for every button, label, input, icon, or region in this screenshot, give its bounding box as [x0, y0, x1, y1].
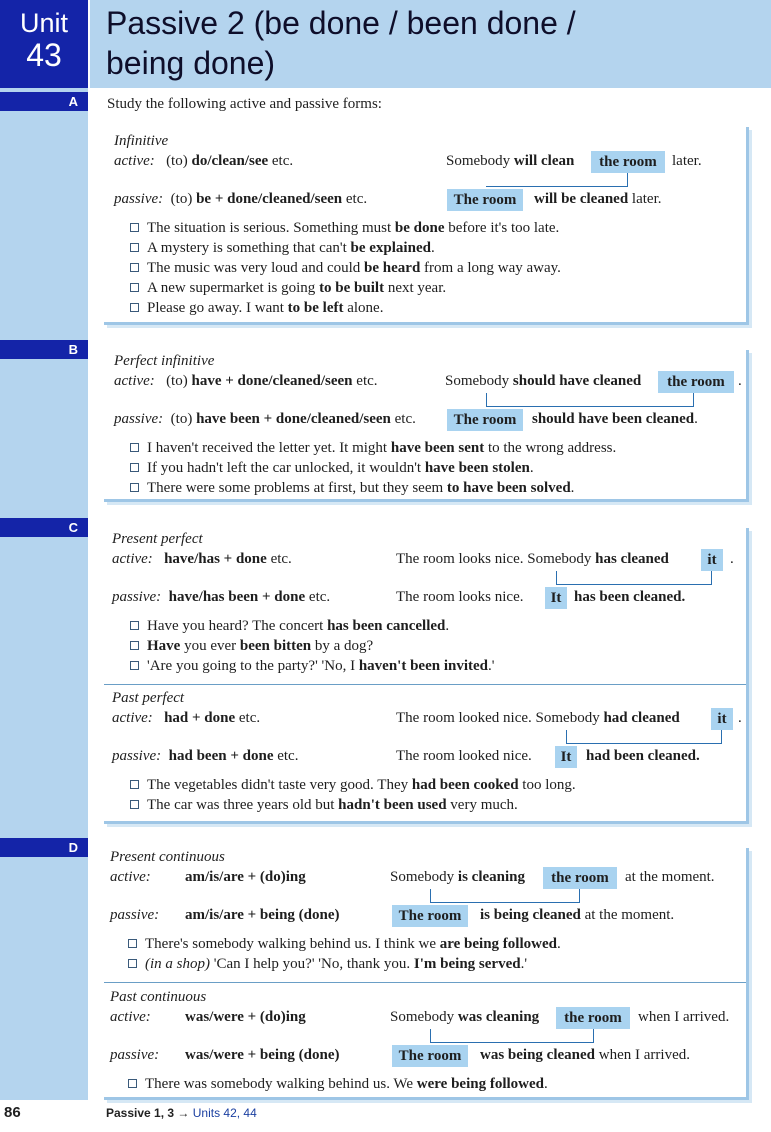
list-item: Have you heard? The concert has been cancelled. — [130, 618, 449, 635]
list-item: There was somebody walking behind us. We were being followed. — [128, 1076, 548, 1093]
highlight-subject: The room — [392, 1045, 468, 1067]
unit-badge — [0, 0, 88, 88]
active-example: The room looked nice. Somebody had cleaned — [396, 710, 680, 726]
passive-after: is being cleaned at the moment. — [480, 907, 675, 923]
heading-past-perfect: Past perfect — [112, 690, 185, 706]
active-row: active: had + done etc. — [112, 710, 261, 726]
active-after: later. — [672, 153, 702, 169]
list-item: Please go away. I want to be left alone. — [130, 300, 383, 317]
list-item: I haven't received the letter yet. It might have been sent to the wrong address. — [130, 440, 616, 457]
passive-row: passive: have/has been + done etc. — [112, 589, 331, 605]
connector — [486, 393, 694, 407]
active-row: active: (to) do/clean/see etc. — [114, 153, 294, 169]
list-item: The music was very loud and could be heard from a long way away. — [130, 260, 561, 277]
connector — [430, 889, 580, 903]
active-after: when I arrived. — [638, 1009, 730, 1025]
section-tab-d: D — [0, 838, 88, 857]
highlight-subject: It — [555, 746, 577, 768]
highlight-object: it — [711, 708, 733, 730]
active-after: at the moment. — [625, 869, 715, 885]
passive-after: was being cleaned when I arrived. — [480, 1047, 690, 1063]
list-item: There's somebody walking behind us. I think we are being followed. — [128, 936, 561, 953]
highlight-object: the room — [543, 867, 617, 889]
connector — [486, 173, 628, 187]
highlight-object: it — [701, 549, 723, 571]
connector — [566, 730, 722, 744]
passive-after: will be cleaned later. — [534, 191, 662, 207]
section-tab-a: A — [0, 92, 88, 111]
passive-row: passive: (to) be + done/cleaned/seen etc. — [114, 191, 368, 207]
panel-perfect-tenses — [104, 528, 749, 824]
sidebar — [0, 0, 88, 1100]
active-row: active: have/has + done etc. — [112, 551, 292, 567]
highlight-subject: The room — [447, 189, 523, 211]
divider — [104, 684, 746, 685]
highlight-object: the room — [591, 151, 665, 173]
active-example: Somebody is cleaning — [390, 869, 526, 885]
passive-after: had been cleaned. — [586, 748, 700, 764]
passive-row: passive: had been + done etc. — [112, 748, 299, 764]
passive-pre: The room looks nice. — [396, 589, 524, 605]
passive-pre: The room looked nice. — [396, 748, 532, 764]
intro-text: Study the following active and passive forms: — [107, 96, 382, 112]
active-example: Somebody will clean — [446, 153, 575, 169]
panel-perfect-infinitive — [104, 350, 749, 502]
active-after: . — [738, 373, 742, 389]
passive-row: passive: (to) have been + done/cleaned/seen etc. — [114, 411, 416, 427]
heading-infinitive: Infinitive — [114, 133, 169, 149]
unit-word: Unit — [19, 8, 68, 38]
heading-present-continuous: Present continuous — [110, 849, 225, 865]
highlight-subject: It — [545, 587, 567, 609]
unit-number: 43 — [26, 37, 62, 73]
active-example: Somebody should have cleaned — [445, 373, 642, 389]
units-link[interactable]: Units 42, 44 — [192, 1106, 257, 1120]
list-item: Have you ever been bitten by a dog? — [130, 638, 373, 655]
divider — [104, 982, 746, 983]
passive-after: should have been cleaned. — [532, 411, 698, 427]
highlight-subject: The room — [447, 409, 523, 431]
active-example: Somebody was cleaning — [390, 1009, 540, 1025]
heading-perfect-infinitive: Perfect infinitive — [114, 353, 215, 369]
highlight-object: the room — [556, 1007, 630, 1029]
heading-present-perfect: Present perfect — [112, 531, 203, 547]
list-item: A mystery is something that can't be explained. — [130, 240, 435, 257]
passive-row: passive: was/were + being (done) — [110, 1047, 340, 1063]
panel-continuous-tenses — [104, 848, 749, 1100]
list-item: If you hadn't left the car unlocked, it wouldn't have been stolen. — [130, 460, 534, 477]
list-item: A new supermarket is going to be built next year. — [130, 280, 446, 297]
active-after: . — [730, 551, 734, 567]
page-number: 86 — [4, 1104, 21, 1121]
list-item: 'Are you going to the party?' 'No, I haven't been invited.' — [130, 658, 494, 675]
panel-infinitive — [104, 127, 749, 325]
connector — [430, 1029, 594, 1043]
active-row: active: am/is/are + (do)ing — [110, 869, 306, 885]
footer-reference: Passive 1, 3 → Units 42, 44 — [106, 1106, 257, 1120]
section-tab-b: B — [0, 340, 88, 359]
list-item: The car was three years old but hadn't been used very much. — [130, 797, 518, 814]
connector — [556, 571, 712, 585]
list-item: (in a shop) 'Can I help you?' 'No, thank you. I'm being served.' — [128, 956, 527, 973]
section-tab-c: C — [0, 518, 88, 537]
active-example: The room looks nice. Somebody has cleaned — [396, 551, 669, 567]
active-row: active: (to) have + done/cleaned/seen etc. — [114, 373, 378, 389]
passive-row: passive: am/is/are + being (done) — [110, 907, 340, 923]
page-title: Passive 2 (be done / been done / being done) — [106, 5, 576, 81]
active-after: . — [738, 710, 742, 726]
highlight-object: the room — [658, 371, 734, 393]
list-item: The situation is serious. Something must be done before it's too late. — [130, 220, 559, 237]
list-item: The vegetables didn't taste very good. They had been cooked too long. — [130, 777, 576, 794]
highlight-subject: The room — [392, 905, 468, 927]
active-row: active: was/were + (do)ing — [110, 1009, 306, 1025]
heading-past-continuous: Past continuous — [110, 989, 207, 1005]
list-item: There were some problems at first, but they seem to have been solved. — [130, 480, 574, 497]
passive-after: has been cleaned. — [574, 589, 686, 605]
